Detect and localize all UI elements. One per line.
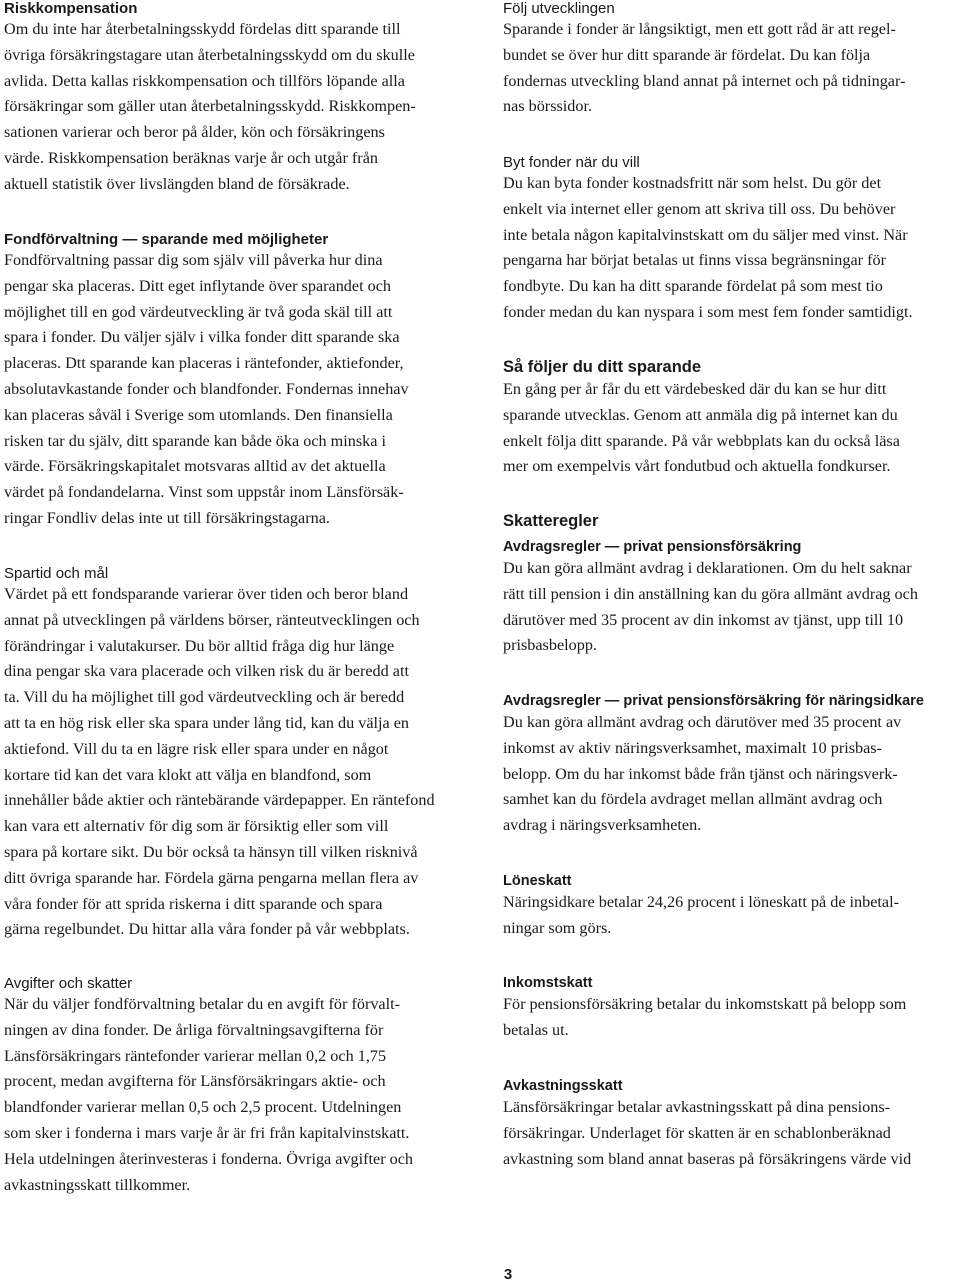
text-line: pengar ska placeras. Ditt eget inflytande över sparandet och xyxy=(4,276,391,295)
text-line: därutöver med 35 procent av din inkomst av tjänst, upp till 10 xyxy=(503,610,904,629)
text-line: gärna regelbundet. Du hittar alla våra fonder på vår webbplats. xyxy=(4,920,410,939)
text-line: våra fonder för att sprida riskerna i ditt sparande och spara xyxy=(4,894,383,913)
text-line: kan placeras såväl i Sverige som utomlands. Den finansiella xyxy=(4,405,393,424)
section-subheading: Löneskatt xyxy=(503,873,572,889)
text-line: aktiefond. Vill du ta en lägre risk eller spara under en något xyxy=(4,739,389,758)
text-line: För pensionsförsäkring betalar du inkomstskatt på belopp som xyxy=(503,995,907,1013)
text-line: ningar som görs. xyxy=(503,918,612,937)
text-line: Värdet på ett fondsparande varierar över tiden och beror bland xyxy=(4,585,409,603)
page-number: 3 xyxy=(503,1266,513,1283)
text-line: ningen av dina fonder. De årliga förvaltningsavgifterna för xyxy=(4,1020,384,1039)
section-heading: Byt fonder när du vill xyxy=(503,154,640,171)
section-avdragsregler-privat-pensionsforsakring-for-naringsidkare xyxy=(503,693,924,839)
text-line: Fondförvaltning passar dig som själv vill påverka hur dina xyxy=(4,251,383,269)
section-heading: Så följer du ditt sparande xyxy=(503,358,702,376)
section-subheading: Inkomstskatt xyxy=(503,975,593,991)
section-avgifter-och-skatter xyxy=(4,975,413,1198)
section-subheading: Avdragsregler — privat pensionsförsäkring xyxy=(503,539,802,555)
text-line: sparande utvecklas. Genom att anmäla dig på internet kan du xyxy=(503,405,898,424)
section-byt-fonder-nar-du-vill xyxy=(503,154,913,326)
text-line: Sparande i fonder är långsiktigt, men ett gott råd är att regel- xyxy=(503,20,896,38)
section-body xyxy=(503,1095,911,1172)
text-line: värde. Riskkompensation beräknas varje år och utgår från xyxy=(4,148,378,167)
section-heading: Följ utvecklingen xyxy=(503,0,615,17)
section-body xyxy=(503,992,906,1044)
text-line: fondbyte. Du kan ha ditt sparande fördelat på som mest tio xyxy=(503,277,883,296)
text-line: försäkringar. Underlaget för skatten är en schablonberäknad xyxy=(503,1123,891,1142)
text-line: När du väljer fondförvaltning betalar du en avgift för förvalt- xyxy=(4,995,400,1013)
text-line: dina pengar ska vara placerade och vilken risk du är beredd att xyxy=(4,662,409,681)
section-loneskatt xyxy=(503,873,899,942)
text-line: försäkringar som gäller utan återbetalningsskydd. Riskkompen- xyxy=(4,97,416,116)
text-line: annat på utvecklingen på världens börser, ränteutvecklingen och xyxy=(4,610,420,629)
text-line: avdrag i näringsverksamheten. xyxy=(503,816,702,835)
text-line: Om du inte har återbetalningsskydd fördelas ditt sparande till xyxy=(4,20,401,38)
text-line: fondernas utveckling bland annat på internet och på tidningar- xyxy=(503,71,906,90)
section-body xyxy=(503,890,899,942)
section-heading: Avgifter och skatter xyxy=(4,975,133,992)
section-body xyxy=(4,992,413,1198)
text-line: absolutavkastande fonder och blandfonder. Fondernas innehav xyxy=(4,379,409,398)
text-line: betalas ut. xyxy=(503,1020,569,1039)
text-line: innehåller både aktier och räntebärande värdepapper. En räntefond xyxy=(4,791,435,810)
section-heading: Spartid och mål xyxy=(4,565,109,582)
text-line: Länsförsäkringar betalar avkastningsskatt på dina pensions- xyxy=(503,1098,891,1116)
text-line: blandfonder varierar mellan 0,5 och 2,5 procent. Utdelningen xyxy=(4,1098,402,1117)
section-heading: Skatteregler xyxy=(503,512,599,530)
text-line: enkelt följa ditt sparande. På vår webbplats kan du också läsa xyxy=(503,431,900,450)
text-line: fonder medan du kan nyspara i som mest fem fonder samtidigt. xyxy=(503,302,913,321)
text-line: övriga försäkringstagare utan återbetalningsskydd om du skulle xyxy=(4,45,415,64)
text-line: kortare tid kan det vara klokt att välja en blandfond, som xyxy=(4,765,372,784)
text-line: avkastning som bland annat baseras på försäkringens värde vid xyxy=(503,1149,912,1168)
text-line: belopp. Om du har inkomst både från tjänst och näringsverk- xyxy=(503,764,898,783)
text-line: samhet kan du fördela avdraget mellan allmänt avdrag och xyxy=(503,790,883,809)
section-body xyxy=(503,377,900,480)
text-line: ringar Fondliv delas inte ut till försäkringstagarna. xyxy=(4,508,330,527)
text-line: avlida. Detta kallas riskkompensation och tillförs löpande alla xyxy=(4,71,405,90)
text-line: spara på kortare sikt. Du bör också ta hänsyn till vilken risknivå xyxy=(4,842,418,861)
section-heading: Fondförvaltning — sparande med möjligheter xyxy=(4,231,329,248)
text-line: enkelt via internet eller genom att skriva till oss. Du behöver xyxy=(503,199,896,218)
section-folj-utvecklingen xyxy=(503,0,905,120)
text-line: mer om exempelvis vårt fondutbud och aktuella fondkurser. xyxy=(503,457,891,476)
text-line: spara i fonder. Du väljer själv i vilka fonder ditt sparande ska xyxy=(4,328,400,347)
text-line: placeras. Dtt sparande kan placeras i räntefonder, aktiefonder, xyxy=(4,354,404,373)
text-line: En gång per år får du ett värdebesked där du kan se hur ditt xyxy=(503,380,887,398)
text-line: ta. Vill du ha möjlighet till god värdeutveckling och är beredd xyxy=(4,688,405,707)
text-line: sationen varierar och beror på ålder, kön och försäkringens xyxy=(4,123,385,142)
section-body xyxy=(4,17,416,198)
text-line: Du kan göra allmänt avdrag och därutöver med 35 procent av xyxy=(503,713,902,731)
text-line: Du kan göra allmänt avdrag i deklarationen. Om du helt saknar xyxy=(503,559,912,577)
text-line: att ta en hög risk eller ska spara under lång tid, kan du välja en xyxy=(4,713,410,732)
text-line: möjlighet till en god värdeutveckling är två goda skäl till att xyxy=(4,302,393,321)
text-line: risken tar du själv, ditt sparande kan både öka och minska i xyxy=(4,431,386,450)
text-line: Näringsidkare betalar 24,26 procent i löneskatt på de inbetal- xyxy=(503,893,900,911)
text-line: som sker i fonderna i mars varje år är fri från kapitalvinstskatt. xyxy=(4,1123,410,1142)
text-line: värde. Försäkringskapitalet motsvaras alltid av det aktuella xyxy=(4,457,386,476)
text-line: inte betala någon kapitalvinstskatt om du säljer med vinst. När xyxy=(503,225,908,244)
text-line: avkastningsskatt tillkommer. xyxy=(4,1175,191,1194)
text-line: ditt övriga sparande har. Fördela gärna pengarna mellan flera av xyxy=(4,868,419,887)
section-body xyxy=(503,556,918,659)
section-heading: Riskkompensation xyxy=(4,0,138,17)
section-body xyxy=(503,17,905,120)
section-skatteregler xyxy=(503,511,918,659)
text-line: kan vara ett alternativ för dig som är försiktig eller som vill xyxy=(4,817,389,836)
text-line: nas börssidor. xyxy=(503,97,593,116)
text-line: inkomst av aktiv näringsverksamhet, maximalt 10 prisbas- xyxy=(503,738,882,757)
section-body xyxy=(503,710,924,839)
text-line: värdet på fondandelarna. Vinst som uppstår inom Länsförsäk- xyxy=(4,483,404,502)
text-line: pengarna har börjat betalas ut finns vissa begränsningar för xyxy=(503,251,886,270)
text-line: prisbasbelopp. xyxy=(503,636,597,655)
text-line: bundet se över hur ditt sparande är fördelat. Du kan följa xyxy=(503,45,871,64)
section-fondforvaltning-sparande-med-mojligheter xyxy=(4,231,409,532)
text-line: Du kan byta fonder kostnadsfritt när som helst. Du gör det xyxy=(503,174,882,192)
text-line: rätt till pension i din anställning kan du göra allmänt avdrag och xyxy=(503,584,918,603)
section-avkastningsskatt xyxy=(503,1078,911,1172)
text-line: Länsförsäkringars räntefonder varierar mellan 0,2 och 1,75 xyxy=(4,1046,387,1065)
section-body xyxy=(503,171,913,326)
text-line: förändringar i valutakurser. Du bör alltid fråga dig hur länge xyxy=(4,636,395,655)
section-riskkompensation xyxy=(4,0,416,198)
section-subheading: Avdragsregler — privat pensionsförsäkring för näringsidkare xyxy=(503,693,924,709)
section-body xyxy=(4,248,409,532)
section-spartid-och-mal xyxy=(4,565,435,943)
text-line: Hela utdelningen återinvesteras i fonderna. Övriga avgifter och xyxy=(4,1149,414,1168)
section-sa-foljer-du-ditt-sparande xyxy=(503,357,900,480)
section-subheading: Avkastningsskatt xyxy=(503,1078,623,1094)
section-inkomstskatt xyxy=(503,975,906,1044)
text-line: aktuell statistik över livslängden bland de försäkrade. xyxy=(4,174,350,193)
text-line: procent, medan avgifterna för Länsförsäkringars aktie- och xyxy=(4,1072,386,1091)
section-body xyxy=(4,582,435,943)
